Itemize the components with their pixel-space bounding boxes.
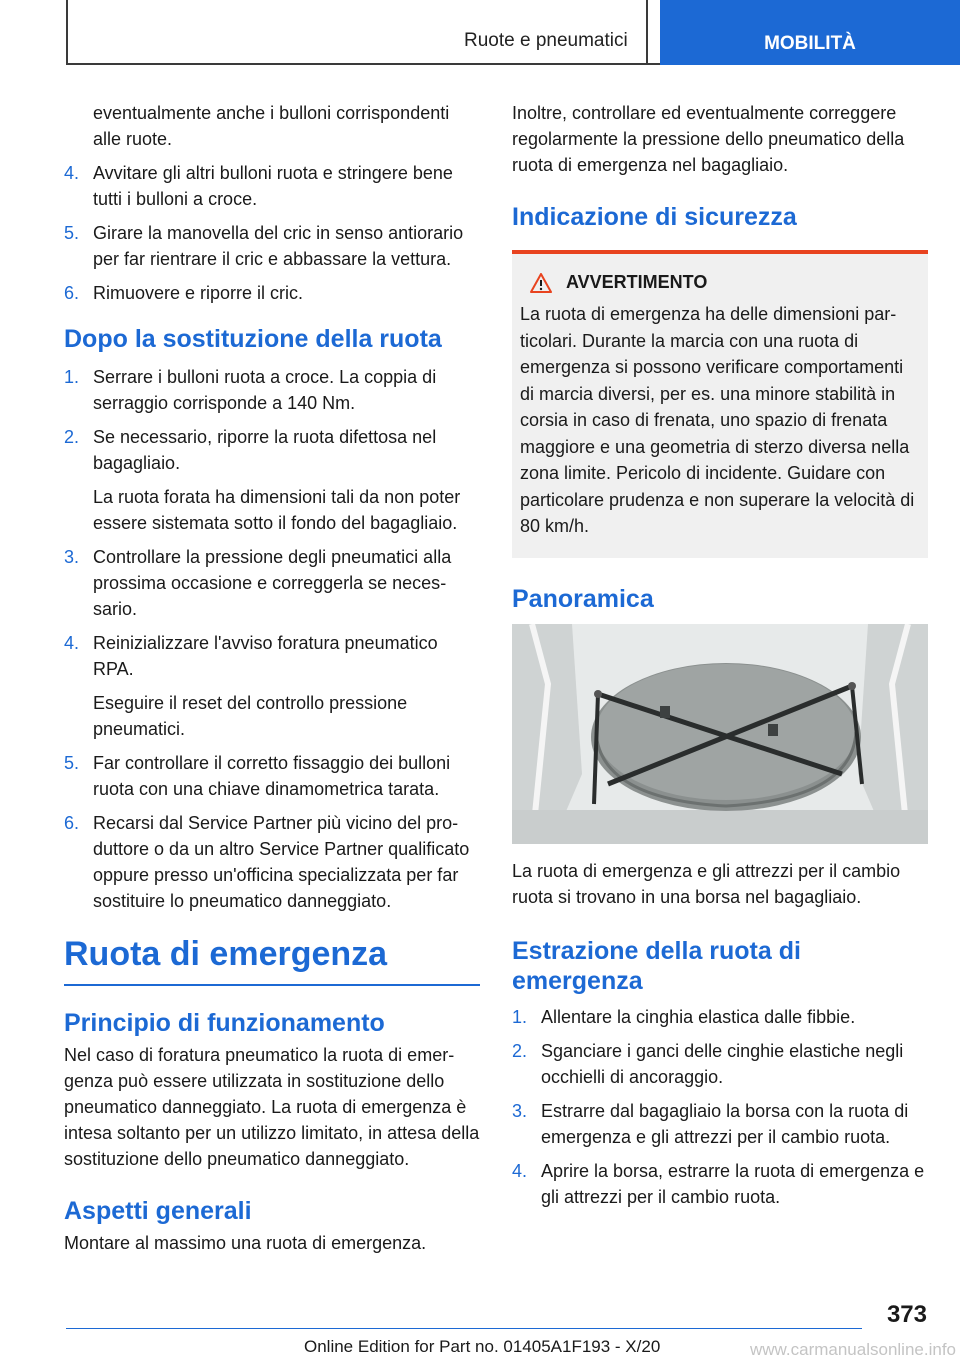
spare-wheel-photo <box>512 624 928 844</box>
list-item <box>512 1038 928 1090</box>
step-text: Aprire la borsa, estrarre la ruota di emergenza e gli attrezzi per il cambio ruota. <box>541 1160 925 1207</box>
step-number: 2. <box>64 427 80 447</box>
general-heading: Aspetti generali <box>64 1197 252 1225</box>
chapter-tab[interactable] <box>660 0 960 65</box>
step-number: 3. <box>64 547 80 567</box>
step-number: 6. <box>64 813 80 833</box>
step-text: Serrare i bulloni ruota a croce. La coppia di serraggio corrisponde a 140 Nm. <box>93 367 437 413</box>
step-number: 5. <box>64 753 80 773</box>
overview-heading: Panoramica <box>512 584 654 613</box>
list-item <box>64 810 480 914</box>
list-item <box>64 630 480 742</box>
step-text: Estrarre dal bagagliaio la borsa con la ruota di emergenza e gli attrezzi per il cambio ruota. <box>541 1100 909 1147</box>
page-number: 373 <box>886 1301 927 1328</box>
principle-text: Nel caso di foratura pneumatico la ruota di emergenza può essere utilizzata in sostituzione dello pneumatico danneggiato. La ruota di emergenza è intesa soltanto per un utilizzo limitato, in attesa della sostituzione dello pneumatico danneggiato. <box>64 1045 480 1169</box>
safety-heading: Indicazione di sicurezza <box>512 203 797 231</box>
step-text: Girare la manovella del cric in senso antiorario per far rientrare il cric e abbassare la vettura. <box>93 223 464 269</box>
footer-rule <box>66 1328 862 1329</box>
step-text: Sganciare i ganci delle cinghie elastiche negli occhielli di ancoraggio. <box>541 1040 904 1087</box>
list-item <box>64 750 480 802</box>
chapter-label: MOBILITÀ <box>764 33 856 54</box>
list-item <box>64 220 480 272</box>
step-text: Recarsi dal Service Partner più vicino del produttore o da un altro Service Partner qualificato oppure presso un'officina specializzata per far sostituire lo pneumatico danneggiato. <box>93 813 470 911</box>
general-text: Montare al massimo una ruota di emergenza. <box>64 1233 427 1253</box>
warning-title: AVVERTIMENTO <box>566 272 708 292</box>
list-item <box>512 1098 928 1150</box>
step-text: Controllare la pressione degli pneumatici alla prossima occasione e correggerla se necessario. <box>93 547 452 619</box>
after-change-heading: Dopo la sostituzione della ruota <box>64 325 442 353</box>
step-number: 2. <box>512 1040 528 1061</box>
after-change-steps <box>64 364 480 914</box>
list-item <box>64 424 480 536</box>
list-item <box>512 1004 928 1030</box>
list-item <box>64 280 480 306</box>
list-item <box>64 364 480 416</box>
warning-triangle-icon <box>530 273 552 293</box>
step-number: 4. <box>64 163 80 183</box>
step-number: 1. <box>512 1006 528 1027</box>
photo-caption: La ruota di emergenza e gli attrezzi per il cambio ruota si trovano in una borsa nel bagagliaio. <box>512 860 901 907</box>
left-column <box>64 100 480 1256</box>
extract-steps <box>512 1004 928 1210</box>
step-number: 4. <box>512 1160 528 1181</box>
step-text: Reinizializzare l'avviso foratura pneumatico RPA. <box>93 633 438 679</box>
step-note: Eseguire il reset del controllo pressione pneumatici. <box>93 693 408 739</box>
list-item <box>64 160 480 212</box>
intro-text: Inoltre, controllare ed eventualmente correggere regolarmente la pressione dello pneumatico della ruota di emergenza nel bagagliaio. <box>512 103 905 175</box>
step-number: 4. <box>64 633 80 653</box>
section-title: Ruote e pneumatici <box>464 30 628 51</box>
chapter-heading: Ruota di emergenza <box>64 932 480 986</box>
continued-text: eventualmente anche i bulloni corrispondenti alle ruote. <box>93 103 450 149</box>
warning-text: La ruota di emergenza ha delle dimensioni particolari. Durante la marcia con una ruota di emergenza si possono verificare comportamenti di marcia diversi, per es. una minore stabilità in corsia in caso di frenata, uno spazio di frenata maggiore e una geometria di sterzo diversa nella zona limite. Pericolo di incidente. Guidare con particolare prudenza e non superare la velocità di 80 km/h. <box>520 304 915 536</box>
extract-heading: Estrazione della ruota di emergenza <box>512 936 801 995</box>
edition-text: Online Edition for Part no. 01405A1F193 - X/20 <box>304 1337 661 1356</box>
step-text: Far controllare il corretto fissaggio dei bulloni ruota con una chiave dinamometrica tarata. <box>93 753 451 799</box>
step-number: 5. <box>64 223 80 243</box>
list-item <box>512 1158 928 1210</box>
warning-title-row <box>520 272 920 293</box>
step-text: Rimuovere e riporre il cric. <box>93 283 304 303</box>
step-text: Se necessario, riporre la ruota difettosa nel bagagliaio. <box>93 427 437 473</box>
right-column <box>512 100 928 1218</box>
step-number: 3. <box>512 1100 528 1121</box>
warning-box <box>512 250 928 558</box>
step-number: 1. <box>64 367 80 387</box>
step-note: La ruota forata ha dimensioni tali da non poter essere sistemata sotto il fondo del bagagliaio. <box>93 487 461 533</box>
step-text: Allentare la cinghia elastica dalle fibbie. <box>541 1006 856 1027</box>
list-item <box>64 544 480 622</box>
step-number: 6. <box>64 283 80 303</box>
principle-heading: Principio di funzionamento <box>64 1009 385 1037</box>
intro-steps <box>64 160 480 306</box>
watermark: www.carmanualsonline.info <box>750 1340 956 1359</box>
step-text: Avvitare gli altri bulloni ruota e stringere bene tutti i bulloni a croce. <box>93 163 453 209</box>
